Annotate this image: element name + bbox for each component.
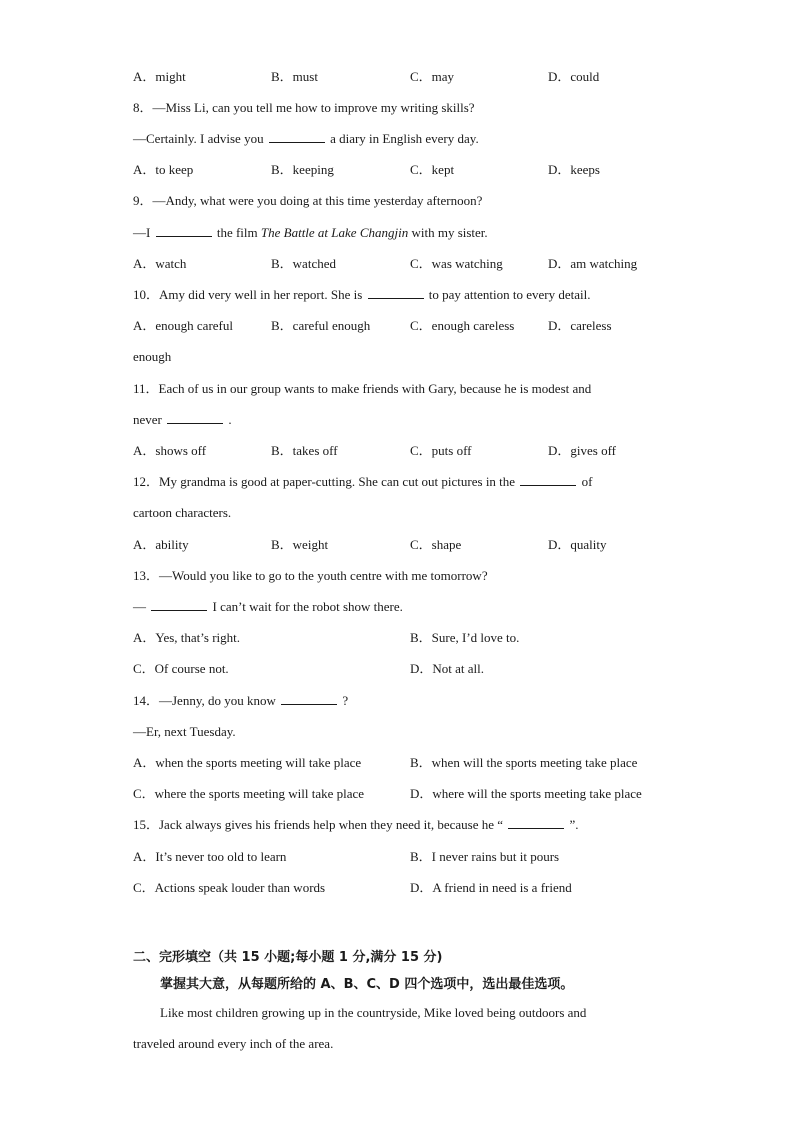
q13-option-d: D．Not at all. [410, 661, 485, 676]
q8-reply-post: a diary in English every day. [330, 131, 479, 146]
q12-option-d: D．quality [548, 537, 607, 552]
q15-option-c: C．Actions speak louder than words [133, 880, 326, 895]
q13-reply-post: I can’t wait for the robot show there. [212, 599, 403, 614]
q10-option-d-continued: enough [133, 349, 172, 364]
answer-blank [520, 474, 576, 486]
answer-blank [281, 693, 337, 705]
answer-blank [156, 225, 212, 237]
q14-stem-post: ? [342, 693, 349, 708]
q10-option-a: A．enough careful [133, 318, 233, 333]
q12-stem-post: of [581, 474, 593, 489]
q10-stem-post: to pay attention to every detail. [428, 287, 591, 302]
q11-option-d: D．gives off [548, 443, 617, 458]
q13-reply [133, 599, 403, 615]
q7-option-b: B．must [271, 69, 318, 84]
q11-stem: 11．Each of us in our group wants to make friends with Gary, because he is modest and [133, 381, 592, 396]
q8-reply-pre: —Certainly. I advise you [133, 131, 264, 146]
section-instruction: 掌握其大意，从每题所给的 A、B、C、D 四个选项中，选出最佳选项。 [160, 977, 574, 992]
q10-option-c: C．enough careless [410, 318, 515, 333]
q10-option-b: B．careful enough [271, 318, 371, 333]
q13-option-b: B．Sure, I’d love to. [410, 630, 520, 645]
q15-stem-pre: 15．Jack always gives his friends help when they need it, because he “ [133, 817, 504, 832]
answer-blank [269, 131, 325, 143]
q11-option-c: C．puts off [410, 443, 472, 458]
q12-stem-continued: cartoon characters. [133, 505, 232, 520]
q7-option-c: C．may [410, 69, 455, 84]
q12-option-c: C．shape [410, 537, 462, 552]
q7-option-a: A．might [133, 69, 186, 84]
q15-option-b: B．I never rains but it pours [410, 849, 560, 864]
q11-stem-continued [133, 412, 232, 428]
q12-option-b: B．weight [271, 537, 329, 552]
q9-reply [133, 225, 488, 241]
q8-stem: 8．—Miss Li, can you tell me how to improve my writing skills? [133, 100, 475, 115]
q12-stem-pre: 12．My grandma is good at paper-cutting. She can cut out pictures in the [133, 474, 516, 489]
answer-blank [167, 412, 223, 424]
q14-stem-pre: 14．—Jenny, do you know [133, 693, 276, 708]
q10-stem-pre: 10．Amy did very well in her report. She is [133, 287, 363, 302]
q14-option-b: B．when will the sports meeting take place [410, 755, 638, 770]
q8-option-b: B．keeping [271, 162, 334, 177]
q14-option-c: C．where the sports meeting will take place [133, 786, 365, 801]
q8-option-c: C．kept [410, 162, 455, 177]
q10-option-d: D．careless [548, 318, 612, 333]
q15-option-d: D．A friend in need is a friend [410, 880, 572, 895]
q9-reply-post: with my sister. [411, 225, 488, 240]
q9-option-b: B．watched [271, 256, 336, 271]
q15-stem-post: ”. [569, 817, 579, 832]
q15-stem [133, 817, 579, 833]
passage-line-1: Like most children growing up in the countryside, Mike loved being outdoors and [160, 1005, 587, 1020]
q12-option-a: A．ability [133, 537, 189, 552]
q14-option-d: D．where will the sports meeting take place [410, 786, 642, 801]
q14-reply: —Er, next Tuesday. [133, 724, 236, 739]
q9-film-title: The Battle at Lake Changjin [260, 225, 409, 240]
q7-option-d: D．could [548, 69, 600, 84]
q13-reply-pre: — [133, 599, 146, 614]
q12-stem [133, 474, 592, 490]
q8-option-a: A．to keep [133, 162, 194, 177]
q10-stem [133, 287, 591, 303]
q9-reply-pre: —I [133, 225, 151, 240]
answer-blank [151, 599, 207, 611]
q11-cont-post: . [228, 412, 232, 427]
q11-cont-pre: never [133, 412, 162, 427]
q8-option-d: D．keeps [548, 162, 600, 177]
section-title: 二、完形填空（共 15 小题;每小题 1 分,满分 15 分) [133, 950, 443, 965]
q9-reply-mid: the film [216, 225, 258, 240]
q13-option-a: A．Yes, that’s right. [133, 630, 241, 645]
q11-option-b: B．takes off [271, 443, 338, 458]
q14-option-a: A．when the sports meeting will take place [133, 755, 362, 770]
q9-stem: 9．—Andy, what were you doing at this time yesterday afternoon? [133, 193, 483, 208]
answer-blank [368, 287, 424, 299]
q9-option-c: C．was watching [410, 256, 503, 271]
q9-option-d: D．am watching [548, 256, 638, 271]
q14-stem [133, 693, 348, 709]
q8-reply [133, 131, 479, 147]
q13-option-c: C．Of course not. [133, 661, 229, 676]
q9-option-a: A．watch [133, 256, 187, 271]
q15-option-a: A．It’s never too old to learn [133, 849, 287, 864]
answer-blank [508, 817, 564, 829]
q13-stem: 13．—Would you like to go to the youth centre with me tomorrow? [133, 568, 488, 583]
q11-option-a: A．shows off [133, 443, 207, 458]
passage-line-2: traveled around every inch of the area. [133, 1036, 334, 1051]
